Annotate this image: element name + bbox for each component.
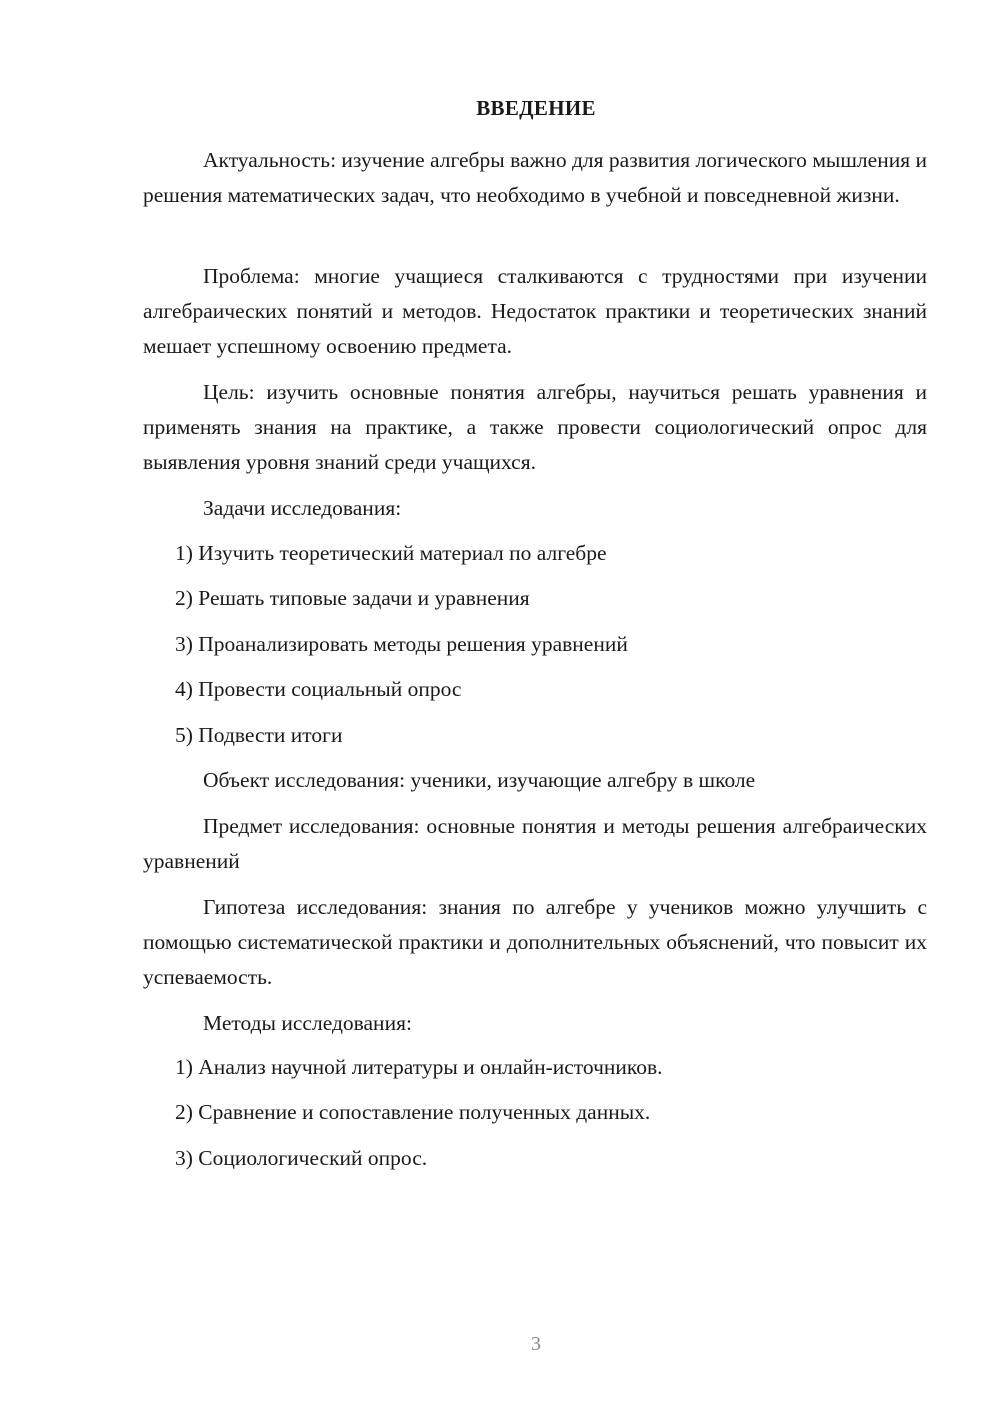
object-paragraph: Объект исследования: ученики, изучающие алгебру в школе (203, 768, 756, 792)
task-item-3: 3) Проанализировать методы решения уравнений (175, 632, 628, 656)
task-item-1: 1) Изучить теоретический материал по алгебре (175, 541, 607, 565)
section-heading: ВВЕДЕНИЕ (476, 96, 596, 120)
task-item-5: 5) Подвести итоги (175, 723, 343, 747)
subject-paragraph: Предмет исследования: основные понятия и методы решения алгебраических уравнений (143, 814, 927, 873)
tasks-label: Задачи исследования: (203, 496, 402, 520)
methods-label: Методы исследования: (203, 1011, 412, 1035)
hypothesis-paragraph: Гипотеза исследования: знания по алгебре у учеников можно улучшить с помощью систематической практики и дополнительных объяснений, что повысит их успеваемость. (143, 895, 927, 989)
task-item-2: 2) Решать типовые задачи и уравнения (175, 586, 530, 610)
relevance-paragraph: Актуальность: изучение алгебры важно для развития логического мышления и решения математических задач, что необходимо в учебной и повседневной жизни. (143, 148, 927, 207)
method-item-2: 2) Сравнение и сопоставление полученных данных. (175, 1100, 651, 1124)
page-number: 3 (531, 1333, 541, 1355)
method-item-3: 3) Социологический опрос. (175, 1146, 428, 1170)
problem-paragraph: Проблема: многие учащиеся сталкиваются с трудностями при изучении алгебраических понятий и методов. Недостаток практики и теоретических знаний мешает успешному освоению предмета. (143, 264, 927, 358)
method-item-1: 1) Анализ научной литературы и онлайн-источников. (175, 1055, 663, 1079)
task-item-4: 4) Провести социальный опрос (175, 677, 462, 701)
goal-paragraph: Цель: изучить основные понятия алгебры, научиться решать уравнения и применять знания на практике, а также провести социологический опрос для выявления уровня знаний среди учащихся. (143, 380, 927, 474)
